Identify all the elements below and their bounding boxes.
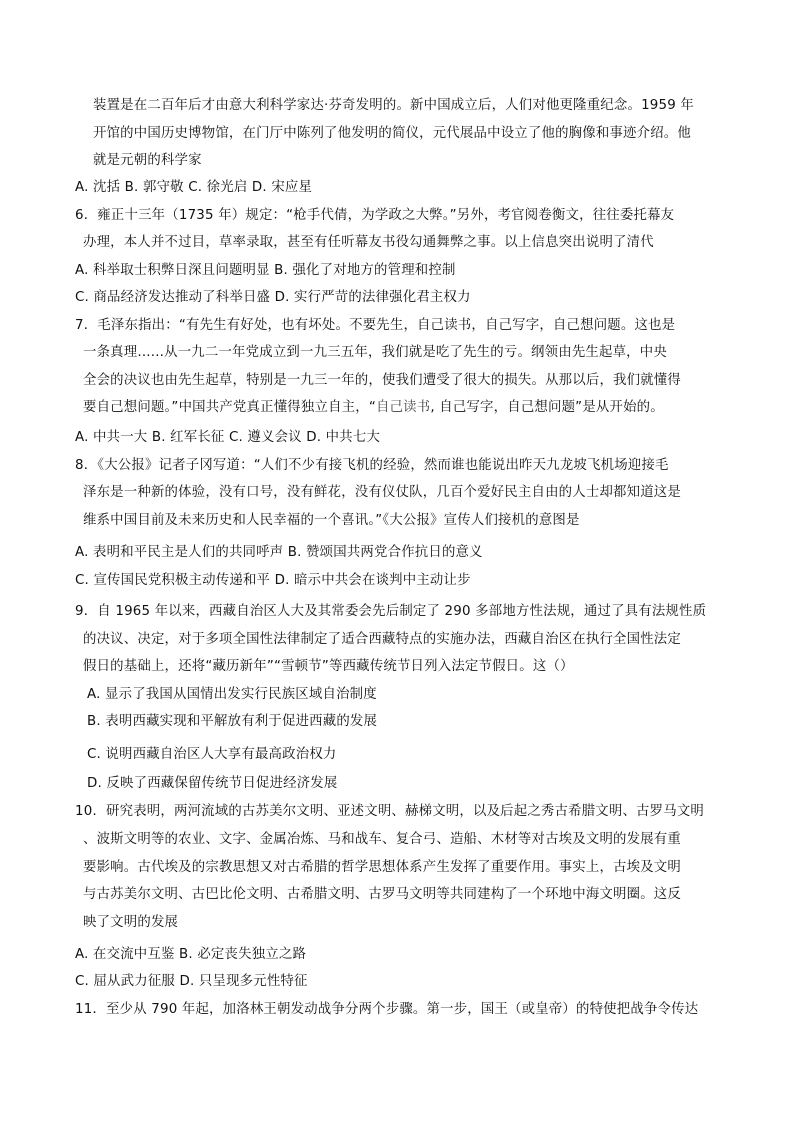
q6-stem-line: 办理，本人并不过目，草率录取，甚至有任听幕友书役勾通舞弊之事。以上信息突出说明了清代 <box>83 235 654 250</box>
q7-stem-line: 7．毛泽东指出：“有先生有好处，也有坏处。不要先生，自己读书，自己写字，自己想问题。这也是 <box>75 318 676 333</box>
q10-stem-line: 要影响。古代埃及的宗教思想又对古希腊的哲学思想体系产生发挥了重要作用。事实上，古埃及文明 <box>83 860 681 875</box>
q6-stem-line: 6．雍正十三年（1735 年）规定：“枪手代倩，为学政之大弊。”另外，考官阅卷衡文，往往委托幕友 <box>75 208 675 223</box>
q10-options-ab: A. 在交流中互鉴 B. 必定丧失独立之路 <box>75 947 307 962</box>
q6-options-ab: A. 科举取士积弊日深且问题明显 B. 强化了对地方的管理和控制 <box>75 263 456 278</box>
q9-option-b: B. 表明西藏实现和平解放有利于促进西藏的发展 <box>87 714 378 729</box>
q10-stem-line: 10．研究表明，两河流域的古苏美尔文明、亚述文明、赫梯文明，以及后起之秀古希腊文明、古罗马文明 <box>75 804 705 819</box>
q8-options-ab: A. 表明和平民主是人们的共同呼声 B. 赞颂国共两党合作抗日的意义 <box>75 545 483 560</box>
q5-stem-line: 就是元朝的科学家 <box>93 153 202 168</box>
q8-stem-line: 8．《大公报》记者子冈写道：“人们不少有接飞机的经验，然而谁也能说出昨天九龙坡飞机场迎接毛 <box>75 458 669 473</box>
q10-stem-line: 、波斯文明等的农业、文字、金属冶炼、马和战车、复合弓、造船、木材等对古埃及文明的发展有重 <box>83 832 681 847</box>
q7-options: A. 中共一大 B. 红军长征 C. 遵义会议 D. 中共七大 <box>75 430 381 445</box>
q5-options: A. 沈括 B. 郭守敬 C. 徐光启 D. 宋应星 <box>75 180 313 195</box>
q9-option-d: D. 反映了西藏保留传统节日促进经济发展 <box>87 776 338 791</box>
q7-stem-line-last <box>83 398 664 418</box>
q7-quote-part: 自己读书 <box>375 400 431 415</box>
q8-options-cd: C. 宣传国民党积极主动传递和平 D. 暗示中共会在谈判中主动让步 <box>75 573 471 588</box>
q6-options-cd: C. 商品经济发达推动了科举日盛 D. 实行严苛的法律强化君主权力 <box>75 290 471 305</box>
q11-stem-line: 11．至少从 790 年起，加洛林王朝发动战争分两个步骤。第一步，国王（或皇帝）的特使把战争令传达 <box>75 1002 699 1017</box>
q9-stem-line: 9．自 1965 年以来，西藏自治区人大及其常委会先后制定了 290 多部地方性法规，通过了具有法规性质 <box>75 604 707 619</box>
q7-stem-part: , 自己写字，自己想问题”是从开始的。 <box>430 400 664 415</box>
q7-stem-line: 全会的决议也由先生起草，特别是一九三一年的，使我们遭受了很大的损失。从那以后，我们就懂得 <box>83 373 681 388</box>
q9-stem-line: 的决议、决定，对于多项全国性法律制定了适合西藏特点的实施办法，西藏自治区在执行全国性法定 <box>83 632 681 647</box>
q5-stem-line: 开馆的中国历史博物馆，在门厅中陈列了他发明的简仪，元代展品中设立了他的胸像和事迹介绍。他 <box>93 126 691 141</box>
q9-option-a: A. 显示了我国从国情出发实行民族区域自治制度 <box>87 687 377 702</box>
q10-options-cd: C. 屈从武力征服 D. 只呈现多元性特征 <box>75 974 308 989</box>
q10-stem-line: 与古苏美尔文明、古巴比伦文明、古希腊文明、古罗马文明等共同建构了一个环地中海文明圈。这反 <box>83 887 681 902</box>
q9-stem-line: 假日的基础上，还将“藏历新年”“雪顿节”等西藏传统节日列入法定节假日。这（） <box>83 659 574 674</box>
q9-option-c: C. 说明西藏自治区人大享有最高政治权力 <box>87 747 337 762</box>
q8-stem-line: 维系中国目前及未来历史和人民幸福的一个喜讯。”《大公报》宣传人们接机的意图是 <box>83 513 580 528</box>
q10-stem-line: 映了文明的发展 <box>83 915 179 930</box>
q7-stem-part: 要自己想问题。”中国共产党真正懂得独立自主，“ <box>83 400 376 415</box>
q5-stem-line: 装置是在二百年后才由意大利科学家达·芬奇发明的。新中国成立后，人们对他更隆重纪念。1959 年 <box>93 98 695 113</box>
q7-stem-line: 一条真理......从一九二一年党成立到一九三五年，我们就是吃了先生的亏。纲领由先生起草，中央 <box>83 345 667 360</box>
q8-stem-line: 泽东是一种新的体验，没有口号，没有鲜花，没有仪仗队，几百个爱好民主自由的人士却都知道这是 <box>83 485 681 500</box>
